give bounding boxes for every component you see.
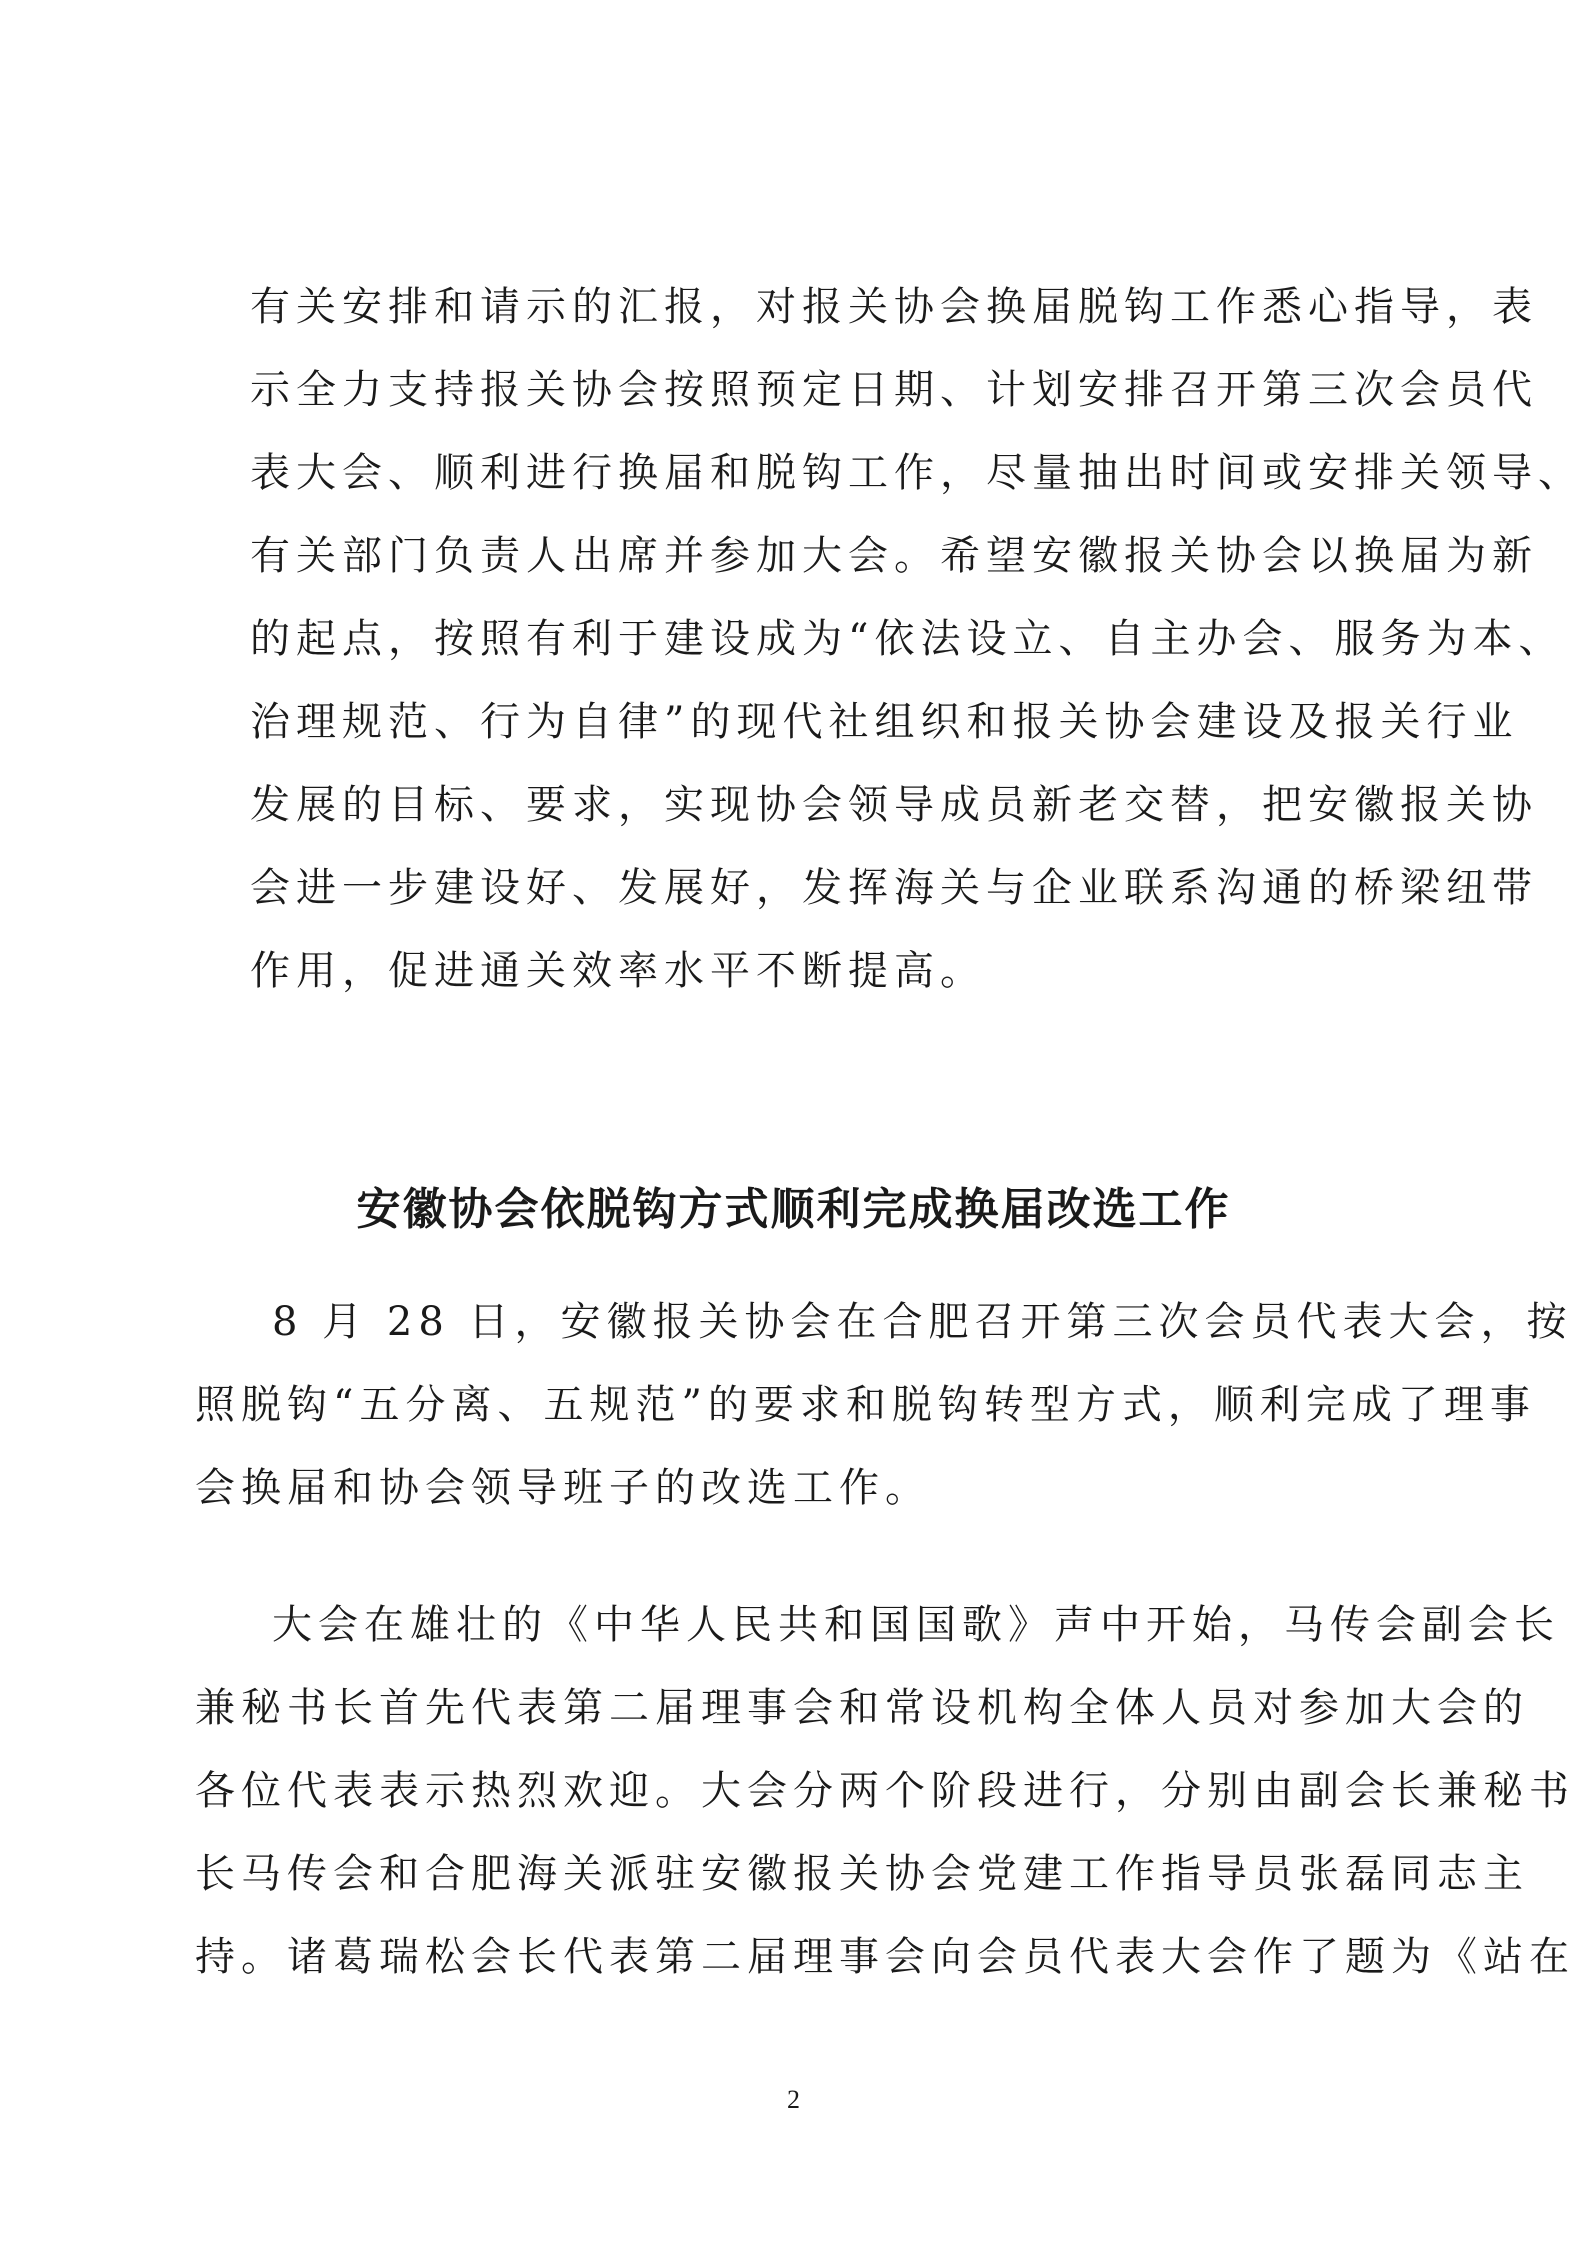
paragraph-1-line-1: 有关安排和请示的汇报，对报关协会换届脱钩工作悉心指导，表 bbox=[250, 284, 1538, 330]
paragraph-1-line-3: 表大会、顺利进行换届和脱钩工作，尽量抽出时间或安排关领导、 bbox=[250, 450, 1584, 496]
paragraph-1-line-4: 有关部门负责人出席并参加大会。希望安徽报关协会以换届为新 bbox=[250, 533, 1538, 579]
paragraph-2-line-2: 照脱钩“五分离、五规范”的要求和脱钩转型方式，顺利完成了理事 bbox=[195, 1382, 1536, 1428]
paragraph-2-line-1: 8 月 28 日，安徽报关协会在合肥召开第三次会员代表大会，按 bbox=[272, 1299, 1573, 1345]
paragraph-1-line-5: 的起点，按照有利于建设成为“依法设立、自主办会、服务为本、 bbox=[250, 616, 1565, 662]
paragraph-3-line-1: 大会在雄壮的《中华人民共和国国歌》声中开始，马传会副会长 bbox=[272, 1602, 1560, 1648]
paragraph-1-line-6: 治理规范、行为自律”的现代社组织和报关协会建设及报关行业 bbox=[250, 699, 1519, 745]
paragraph-3-line-2: 兼秘书长首先代表第二届理事会和常设机构全体人员对参加大会的 bbox=[195, 1685, 1529, 1731]
paragraph-1-line-2: 示全力支持报关协会按照预定日期、计划安排召开第三次会员代 bbox=[250, 367, 1538, 413]
paragraph-1-line-8: 会进一步建设好、发展好，发挥海关与企业联系沟通的桥梁纽带 bbox=[250, 865, 1538, 911]
article-title: 安徽协会依脱钩方式顺利完成换届改选工作 bbox=[356, 1184, 1231, 1235]
paragraph-1-line-7: 发展的目标、要求，实现协会领导成员新老交替，把安徽报关协 bbox=[250, 782, 1538, 828]
paragraph-3-line-4: 长马传会和合肥海关派驻安徽报关协会党建工作指导员张磊同志主 bbox=[195, 1851, 1529, 1897]
paragraph-3-line-5: 持。诸葛瑞松会长代表第二届理事会向会员代表大会作了题为《站在 bbox=[195, 1934, 1575, 1980]
paragraph-1-line-9: 作用，促进通关效率水平不断提高。 bbox=[250, 948, 986, 994]
page-number: 2 bbox=[787, 2085, 800, 2114]
paragraph-3-line-3: 各位代表表示热烈欢迎。大会分两个阶段进行，分别由副会长兼秘书 bbox=[195, 1768, 1575, 1814]
paragraph-2-line-3: 会换届和协会领导班子的改选工作。 bbox=[195, 1465, 931, 1511]
